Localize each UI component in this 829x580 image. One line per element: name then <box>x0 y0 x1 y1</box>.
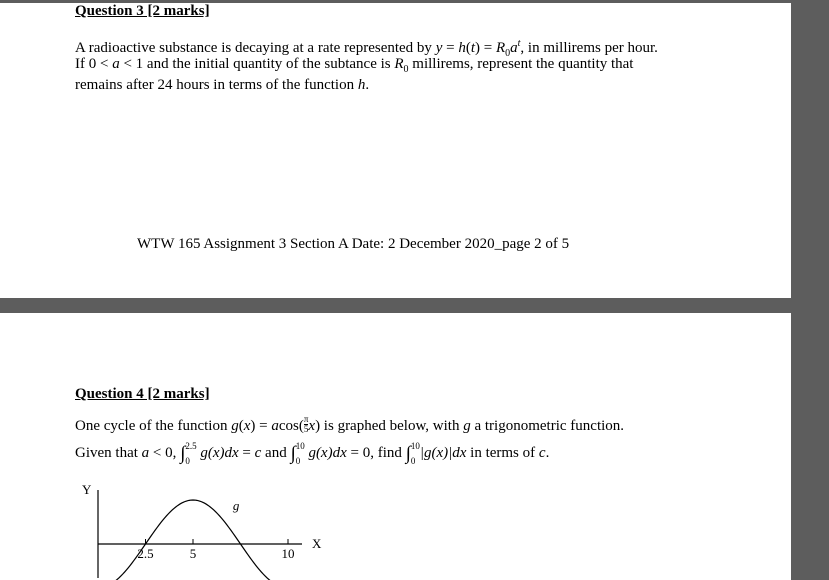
page-divider <box>0 298 829 313</box>
q4-text: One cycle of the function <box>75 418 232 434</box>
q3-text: A radioactive substance is decaying at a rate represented by <box>75 40 436 56</box>
q3-math: R <box>394 56 404 72</box>
fraction-numerator: π <box>303 414 309 425</box>
q4-math: c <box>254 445 262 461</box>
integral-limits <box>295 440 305 466</box>
q4-text: ( <box>238 418 244 434</box>
q3-math: y <box>435 40 443 56</box>
integral-upper-limit: 2.5 <box>185 440 197 451</box>
q3-math-sup: t <box>517 38 521 49</box>
q4-text: = 0, find <box>346 445 406 461</box>
viewer-gutter <box>791 0 829 313</box>
q4-text: = <box>238 445 255 461</box>
q4-text: in terms of <box>466 445 539 461</box>
integral-lower-limit: 0 <box>410 455 416 466</box>
y-axis-label: Y <box>82 482 92 497</box>
q4-text: . <box>545 445 550 461</box>
q4-text: Given that <box>75 445 142 461</box>
question-3-title-text: Question 3 [2 marks] <box>75 3 210 19</box>
q4-math: g <box>463 418 471 434</box>
q3-math: a <box>112 56 120 72</box>
question-4-title-text: Question 4 [2 marks] <box>75 386 210 402</box>
q4-math: a <box>141 445 150 461</box>
q3-text: . <box>365 77 370 93</box>
integral-limits <box>410 440 420 466</box>
question-4-title <box>75 386 210 403</box>
integral-limits <box>185 440 197 466</box>
q3-math-sub: 0 <box>403 64 409 75</box>
integrand: g(x)dx <box>308 445 347 461</box>
q3-text: = <box>442 40 459 56</box>
integrand: |g(x)|dx <box>419 445 467 461</box>
x-axis-ticks <box>137 539 294 561</box>
q3-text: remains after 24 hours in terms of the function <box>75 77 358 93</box>
integral-sign: ∫ <box>290 443 296 464</box>
q3-math: t <box>470 40 475 56</box>
x-tick-label: 2.5 <box>137 546 154 561</box>
q3-text: millirems, represent the quantity that <box>408 56 634 72</box>
question-3-title <box>75 3 210 20</box>
q4-math: x <box>308 418 316 434</box>
q4-text: cos( <box>278 418 304 434</box>
question-4-line-1 <box>75 416 624 437</box>
q3-text: If 0 < <box>75 56 113 72</box>
question-4-line-2 <box>75 441 549 464</box>
cosine-graph <box>80 478 340 580</box>
q3-text: ( <box>465 40 471 56</box>
page-footer: WTW 165 Assignment 3 Section A Date: 2 December 2020_page 2 of 5 <box>137 236 570 252</box>
q4-text: < 0, <box>149 445 181 461</box>
integral-upper-limit: 10 <box>295 440 305 451</box>
integral-lower-limit: 0 <box>185 455 190 466</box>
viewer-gutter <box>791 313 829 580</box>
x-tick-label: 10 <box>281 546 295 561</box>
q3-text: ) = <box>475 40 496 56</box>
q4-math: a <box>271 418 279 434</box>
x-axis-label: X <box>312 536 322 551</box>
q3-math: a <box>510 40 518 56</box>
q3-math: R <box>495 40 506 56</box>
q4-text: and <box>261 445 291 461</box>
integral-sign: ∫ <box>180 443 186 464</box>
q4-text: ) = <box>250 418 272 434</box>
q4-math: x <box>243 418 251 434</box>
integral-sign: ∫ <box>405 443 411 464</box>
integrand: g(x)dx <box>200 445 239 461</box>
q3-math: h <box>458 40 466 56</box>
question-3-line-3 <box>75 75 369 96</box>
integral-upper-limit: 10 <box>410 440 420 451</box>
pi-over-5-fraction <box>304 415 309 434</box>
integral-lower-limit: 0 <box>295 455 301 466</box>
q3-text: , in millirems per hour. <box>520 40 658 56</box>
q3-text: < 1 and the initial quantity of the subtance is <box>119 56 395 72</box>
fraction-denominator: 5 <box>303 424 309 435</box>
q4-text: ) is graphed below, with <box>315 418 464 434</box>
curve-label-g: g <box>232 498 240 513</box>
q4-math: g <box>231 418 239 434</box>
q4-math: c <box>538 445 546 461</box>
q3-math-sub: 0 <box>505 48 511 59</box>
document-page-2 <box>0 3 791 298</box>
q3-math: h <box>357 77 366 93</box>
x-tick-label: 5 <box>189 546 197 561</box>
q4-text: a trigonometric function. <box>470 418 625 434</box>
